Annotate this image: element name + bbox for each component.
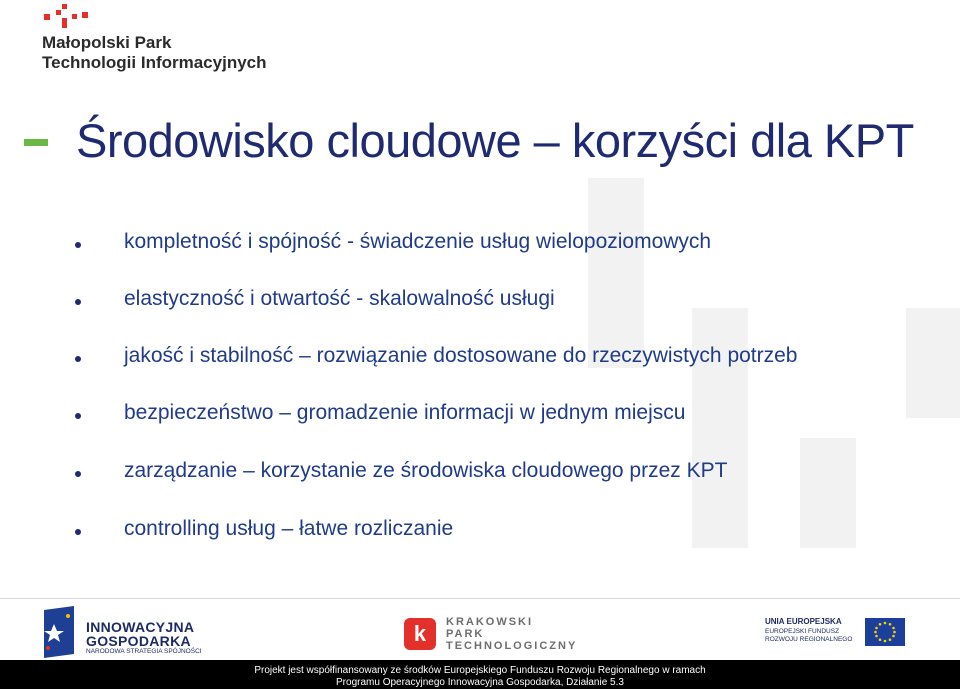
mpti-pixel-logo-icon [42,2,102,32]
bullet-text: jakość i stabilność – rozwiązanie dostosowane do rzeczywistych potrzeb [124,344,798,367]
funding-line2: Programu Operacyjnego Innowacyjna Gospodarka, Działanie 5.3 [336,677,624,688]
ig-star-flag-icon [40,606,80,658]
eu-logo [760,614,920,654]
innowacyjna-gospodarka-logo [40,606,240,658]
footer-funding-bar [0,660,960,689]
bullet-dot-icon [75,356,81,362]
logo-line1: Małopolski Park [42,33,172,52]
bullet-text: zarządzanie – korzystanie ze środowiska cloudowego przez KPT [124,459,728,482]
bullet-text: kompletność i spójność - świadczenie usług wielopoziomowych [124,230,712,253]
slide-title: Środowisko cloudowe – korzyści dla KPT [76,114,914,167]
mpti-logo [42,2,267,72]
kpt-line1: KRAKOWSKI [446,616,534,628]
title-accent-dash [24,139,48,146]
logo-line2: Technologii Informacyjnych [42,53,267,72]
kpt-logo [404,614,594,654]
ig-line1: INNOWACYJNA [86,619,195,635]
bullet-dot-icon [75,242,81,248]
footer-divider [0,598,960,599]
ue-line3: ROZWOJU REGIONALNEGO [765,636,853,643]
bullet-text: elastyczność i otwartość - skalowalność usługi [124,287,555,310]
bullet-dot-icon [75,471,81,477]
bullet-item [0,340,960,376]
bullet-item [0,226,960,262]
bullet-dot-icon [75,529,81,535]
kpt-line3: TECHNOLOGICZNY [446,640,578,652]
eu-stars-icon [865,618,905,646]
eu-flag-icon [865,618,905,646]
ue-line1: UNIA EUROPEJSKA [765,617,842,626]
kpt-line2: PARK [446,628,485,640]
bullet-text: bezpieczeństwo – gromadzenie informacji w jednym miejscu [124,401,686,424]
bullet-item [0,513,960,549]
bullet-text: controlling usług – łatwe rozliczanie [124,517,454,540]
bullet-dot-icon [75,413,81,419]
bullet-item [0,397,960,433]
kpt-k-icon: k [404,618,436,650]
bullet-item [0,283,960,319]
ue-line2: EUROPEJSKI FUNDUSZ [765,628,840,635]
ig-line2: GOSPODARKA [86,633,191,649]
footer-logos [0,600,960,660]
bullet-item [0,455,960,491]
funding-line1: Projekt jest współfinansowany ze środków Europejskiego Funduszu Rozwoju Regionalnego w ramach [254,665,706,676]
bullet-dot-icon [75,299,81,305]
ig-line3: NARODOWA STRATEGIA SPÓJNOŚCI [86,648,202,655]
